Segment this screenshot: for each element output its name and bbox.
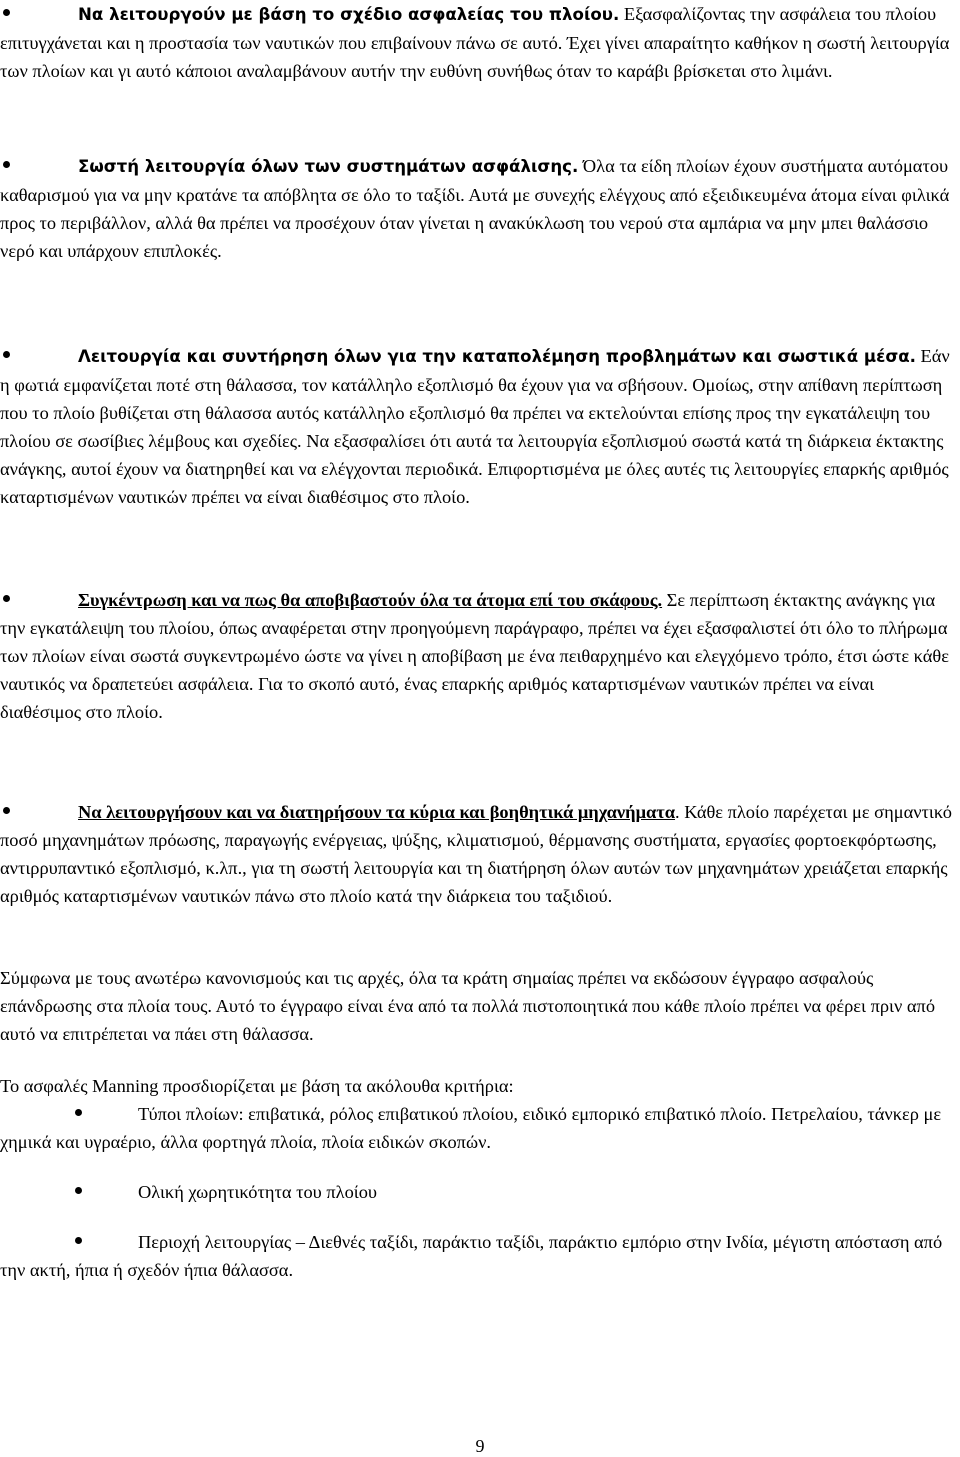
criteria-item-operating-area	[0, 1228, 957, 1284]
bullet-icon	[75, 1109, 82, 1116]
bullet-heading: Λειτουργία και συντήρηση όλων για την καταπολέμηση προβλημάτων και σωστικά μέσα.	[78, 347, 916, 366]
bullet-body: Εξασφαλίζοντας την ασφάλεια του πλοίου επιτυγχάνεται και η προστασία των ναυτικών που επιβαίνουν πάνω σε αυτό. Έχει γίνει απαραίτητο καθήκον η σωστή λειτουργία των πλοίων και γι αυτό κάποιοι αναλαμβάνουν αυτήν την ευθύνη συνήθως όταν το καράβι βρίσκεται στο λιμάνι.	[0, 4, 950, 81]
bullet-icon	[3, 807, 10, 814]
paragraph-safe-manning-document: Σύμφωνα με τους ανωτέρω κανονισμούς και τις αρχές, όλα τα κράτη σημαίας πρέπει να εκδώσουν έγγραφο ασφαλούς επάνδρωσης στα πλοία τους. Αυτό το έγγραφο είναι ένα από τα πολλά πιστοποιητικά που κάθε πλοίο πρέπει να φέρει πριν από αυτό να επιτρέπεται να πάει στη θάλασσα.	[0, 968, 936, 1044]
criteria-item-gross-tonnage	[0, 1178, 957, 1206]
bullet-heading: Σωστή λειτουργία όλων των συστημάτων ασφάλισης.	[78, 157, 579, 176]
criteria-text: Τύποι πλοίων: επιβατικά, ρόλος επιβατικού πλοίου, ειδικό εμπορικό επιβατικό πλοίο. Πετρελαίου, τάνκερ με χημικά και υγραέριο, άλλα φορτηγά πλοία, πλοία ειδικών σκοπών.	[0, 1104, 942, 1152]
bullet-icon	[3, 351, 10, 358]
bullet-item-insurance-systems	[0, 152, 957, 265]
criteria-text: Ολική χωρητικότητα του πλοίου	[138, 1182, 378, 1202]
bullet-heading: Συγκέντρωση και να πως θα αποβιβαστούν όλα τα άτομα επί του σκάφους.	[78, 590, 663, 610]
bullet-icon	[75, 1187, 82, 1194]
bullet-icon	[75, 1237, 82, 1244]
bullet-heading: Να λειτουργούν με βάση το σχέδιο ασφαλείας του πλοίου.	[78, 5, 620, 24]
criteria-text: Περιοχή λειτουργίας – Διεθνές ταξίδι, παράκτιο ταξίδι, παράκτιο εμπόριο στην Ινδία, μέγιστη απόσταση από την ακτή, ήπια ή σχεδόν ήπια θάλασσα.	[0, 1232, 943, 1280]
criteria-item-ship-types	[0, 1100, 957, 1156]
bullet-item-ship-security-plan	[0, 0, 957, 85]
bullet-item-lifesaving-equipment	[0, 342, 957, 511]
bullet-icon	[3, 161, 10, 168]
page-number: 9	[475, 1436, 485, 1456]
bullet-body: Εάν η φωτιά εμφανίζεται ποτέ στη θάλασσα, τον κατάλληλο εξοπλισμό θα έχουν για να σβήσουν. Ομοίως, στην απίθανη περίπτωση που το πλοίο βυθίζεται στη θάλασσα αυτός κατάλληλο εξοπλισμό θα πρέπει να εκτελούνται επίσης προς την εγκατάλειψη του πλοίου σε σωσίβιες λέμβους και σχεδίες. Να εξασφαλίσει ότι αυτά τα λειτουργία εξοπλισμού σωστά κατά τη διάρκεια έκτακτης ανάγκης, αυτοί έχουν να διατηρηθεί και να ελέγχονται περιοδικά. Επιφορτισμένα με όλες αυτές τις λειτουργίες επαρκής αριθμός καταρτισμένων ναυτικών πρέπει να είναι διαθέσιμος στο πλοίο.	[0, 346, 950, 507]
paragraph-criteria-intro: Το ασφαλές Manning προσδιορίζεται με βάση τα ακόλουθα κριτήρια:	[0, 1076, 514, 1096]
bullet-heading: Να λειτουργήσουν και να διατηρήσουν τα κύρια και βοηθητικά μηχανήματα	[78, 802, 676, 822]
bullet-item-machinery	[0, 798, 957, 910]
bullet-body: . Κάθε πλοίο παρέχεται με σημαντικό ποσό μηχανημάτων πρόωσης, παραγωγής ενέργειας, ψύξης, κλιματισμού, θέρμανσης συστήματα, εργασίες φορτοεκφόρτωσης, αντιρρυπαντικό εξοπλισμό, κ.λπ., για τη σωστή λειτουργία και τη διατήρηση όλων αυτών των μηχανημάτων χρειάζεται επαρκής αριθμός καταρτισμένων ναυτικών πάνω στο πλοίο κατά την διάρκεια του ταξιδιού.	[0, 802, 952, 906]
bullet-icon	[3, 595, 10, 602]
bullet-body: Σε περίπτωση έκτακτης ανάγκης για την εγκατάλειψη του πλοίου, όπως αναφέρεται στην προηγούμενη παράγραφο, πρέπει να έχει εξασφαλιστεί ότι όλο το πλήρωμα των πλοίων είναι σωστά συγκεντρωμένο ώστε να γίνει η αποβίβαση με ένα πειθαρχημένο και ελεγχόμενο τρόπο, έτσι ώστε κάθε ναυτικός να δραπετεύει ασφάλεια. Για το σκοπό αυτό, ένας επαρκής αριθμός καταρτισμένων ναυτικών πρέπει να είναι διαθέσιμος στο πλοίο.	[0, 590, 949, 722]
bullet-body: Όλα τα είδη πλοίων έχουν συστήματα αυτόματου καθαρισμού για να μην κρατάνε τα απόβλητα σε όλο το ταξίδι. Αυτά με συνεχής ελέγχους από εξειδικευμένα άτομα είναι φιλικά προς το περιβάλλον, αλλά θα πρέπει να προσέχουν όταν γίνεται η ανακύκλωση του νερού στα αμπάρια να μην μπει θαλάσσιο νερό και υπάρχουν επιπλοκές.	[0, 156, 950, 261]
bullet-icon	[3, 9, 10, 16]
bullet-item-muster-evacuation	[0, 586, 957, 726]
